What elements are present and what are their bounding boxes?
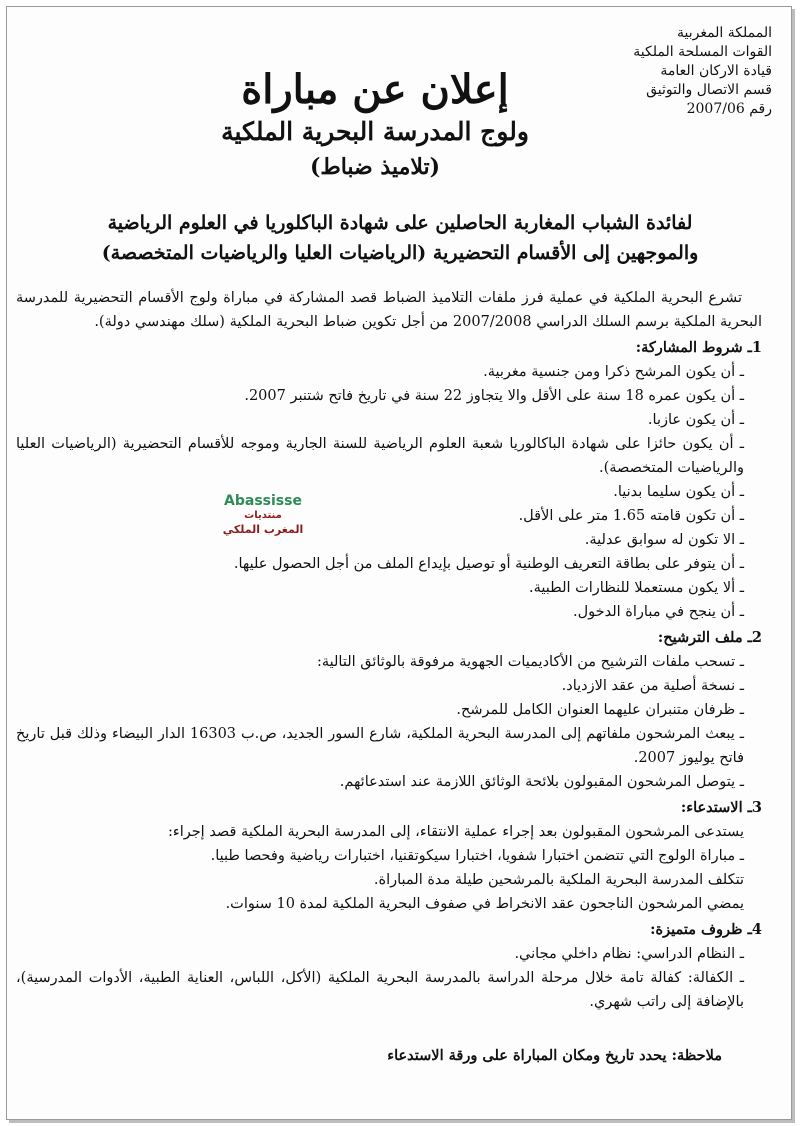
list-item: ـ أن يكون سليما بدنيا. [613, 484, 744, 500]
list-item: ـ نسخة أصلية من عقد الازدياد. [561, 678, 744, 694]
title-line-1: إعلان عن مباراة [241, 66, 509, 113]
section-title: 3ـ الاستدعاء: [680, 799, 762, 816]
announcement-subtitle [20, 208, 780, 268]
list-item: ـ أن تكون قامته 1.65 متر على الأقل. [518, 508, 744, 524]
list-item: ـ مباراة الولوج التي تتضمن اختبارا شفويا، اختبارا سيكوتقنيا، اختبارات رياضية وفحصا طبيا. [210, 848, 744, 864]
section-title: 2ـ ملف الترشيح: [657, 629, 762, 646]
list-item: ـ ألا يكون مستعملا للنظارات الطبية. [529, 580, 744, 596]
subtitle-line-1: لفائدة الشباب المغاربة الحاصلين على شهادة الباكلوريا في العلوم الرياضية [107, 212, 693, 234]
list-item: ـ يتوصل المرشحون المقبولون بلائحة الوثائق اللازمة عند استدعائهم. [339, 774, 744, 790]
list-item: ـ الا تكون له سوابق عدلية. [584, 532, 744, 548]
list-item: ـ النظام الدراسي: نظام داخلي مجاني. [514, 946, 744, 962]
section-title: 1ـ شروط المشاركة: [635, 339, 762, 356]
watermark-line-2: منتديات [244, 510, 282, 521]
announcement-body [16, 286, 762, 1068]
list-item: ـ أن يكون حائزا على شهادة الباكالوريا شعبة العلوم الرياضية للسنة الجارية وموجه للأقسام التحضيرية (الرياضيات العليا والرياضيات المتخصصة). [16, 436, 744, 476]
forum-watermark [208, 493, 318, 537]
announcement-title [190, 66, 560, 184]
header-line-armed-forces: القوات المسلحة الملكية [633, 44, 772, 60]
watermark-name: Abassisse [224, 493, 302, 509]
section-participation-conditions [16, 336, 762, 624]
list-item: ـ ظرفان متنبران عليهما العنوان الكامل للمرشح. [456, 702, 744, 718]
list-item: تتكلف المدرسة البحرية الملكية بالمرشحين طيلة مدة المباراة. [373, 872, 744, 888]
list-item: ـ أن ينجح في مباراة الدخول. [573, 604, 744, 620]
title-line-3: (تلاميذ ضباط) [309, 154, 441, 180]
list-item: ـ الكفالة: كفالة تامة خلال مرحلة الدراسة بالمدرسة البحرية الملكية (الأكل، اللباس، العناية الطبية، الأدوات المدرسية)، بالإضافة إلى راتب شهري. [16, 970, 744, 1010]
list-item: ـ أن يتوفر على بطاقة التعريف الوطنية أو توصيل بإيداع الملف من أجل الحصول عليها. [233, 556, 744, 572]
list-item: ـ أن يكون المرشح ذكرا ومن جنسية مغربية. [483, 364, 744, 380]
list-item: ـ تسحب ملفات الترشيح من الأكاديميات الجهوية مرفوقة بالوثائق التالية: [316, 654, 744, 670]
subtitle-line-2: والموجهين إلى الأقسام التحضيرية (الرياضيات العليا والرياضيات المتخصصة) [101, 242, 699, 264]
section-convocation [16, 796, 762, 916]
section-title: 4ـ ظروف متميزة: [650, 921, 762, 938]
watermark-line-3: المغرب الملكي [222, 523, 304, 536]
issuer-header [572, 24, 772, 119]
list-item: ـ أن يكون عمره 18 سنة على الأقل والا يتجاوز 22 سنة في تاريخ فاتح شتنبر 2007. [244, 388, 744, 404]
list-item: ـ أن يكون عازبا. [647, 412, 744, 428]
title-line-2: ولوج المدرسة البحرية الملكية [221, 117, 529, 146]
footnote: ملاحظة: يحدد تاريخ ومكان المباراة على ورقة الاستدعاء [387, 1047, 722, 1064]
list-item: ـ يبعث المرشحون ملفاتهم إلى المدرسة البحرية الملكية، شارع السور الجديد، ص.ب 16303 الدار البيضاء وذلك قبل تاريخ فاتح يوليوز 2007. [16, 726, 744, 766]
intro-paragraph: تشرع البحرية الملكية في عملية فرز ملفات التلاميذ الضباط قصد المشاركة في مباراة ولوج الأقسام التحضيرية للمدرسة البحرية الملكية برسم السلك الدراسي 2007/2008 من أجل تكوين ضباط البحرية الملكية (سلك مهندسي دولة). [16, 290, 762, 330]
section-special-conditions [16, 918, 762, 1014]
header-line-department: قسم الاتصال والتوثيق [646, 82, 772, 98]
list-item: يمضي المرشحون الناجحون عقد الانخراط في صفوف البحرية الملكية لمدة 10 سنوات. [225, 896, 744, 912]
header-line-general-staff: قيادة الاركان العامة [660, 63, 772, 79]
list-item: يستدعى المرشحون المقبولون بعد إجراء عملية الانتقاء، إلى المدرسة البحرية الملكية قصد إجراء: [167, 824, 744, 840]
section-application-file [16, 626, 762, 794]
header-line-kingdom: المملكة المغربية [676, 25, 772, 41]
header-line-reference-number: رقم 2007/06 [686, 101, 772, 117]
